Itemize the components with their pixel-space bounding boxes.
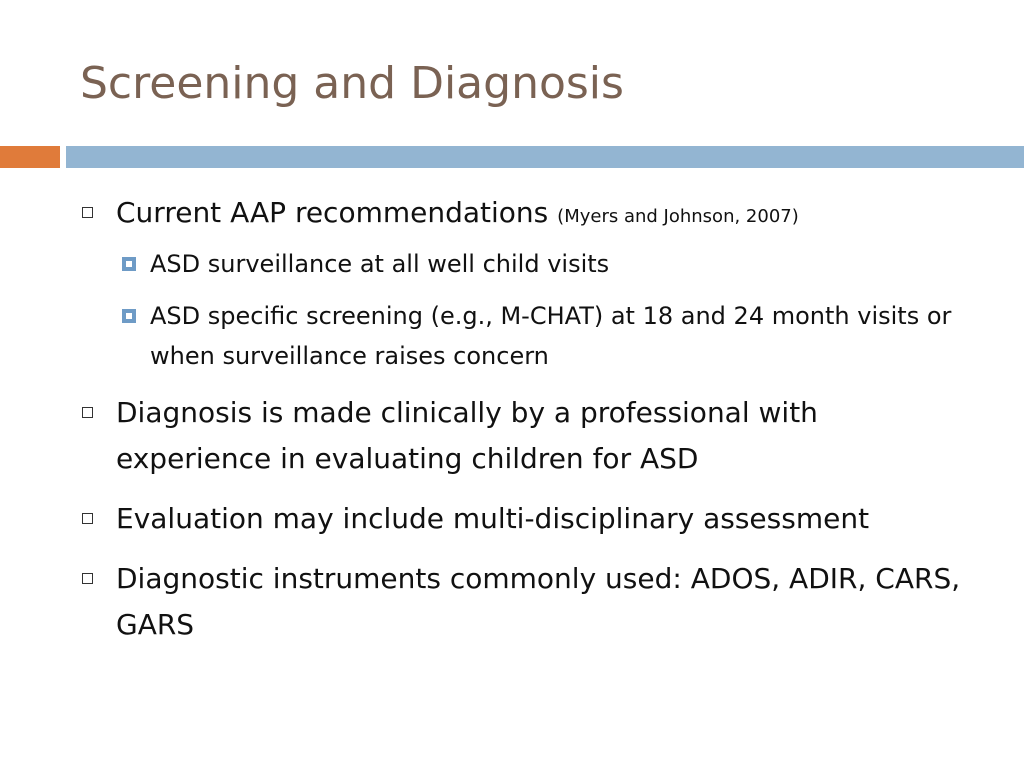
- filled-square-bullet-icon: [122, 257, 136, 271]
- bullet-aap-recommendations: [82, 190, 982, 376]
- sub-bullet-screening: [116, 296, 982, 376]
- sub-bullet-text: ASD specific screening (e.g., M-CHAT) at 18 and 24 month visits or when surveillance raises concern: [150, 302, 952, 370]
- sub-bullet-list: [116, 244, 982, 376]
- bullet-citation: (Myers and Johnson, 2007): [557, 206, 799, 227]
- hollow-square-bullet-icon: [82, 407, 93, 418]
- bullet-text: Evaluation may include multi-disciplinary assessment: [116, 502, 870, 535]
- bullet-evaluation: [82, 496, 982, 542]
- bullet-text: Current AAP recommendations: [116, 196, 549, 229]
- bullet-text: Diagnosis is made clinically by a professional with experience in evaluating children for ASD: [116, 396, 818, 475]
- slide-content: [82, 190, 982, 662]
- slide-title: Screening and Diagnosis: [80, 58, 624, 109]
- bullet-instruments: [82, 556, 982, 648]
- hollow-square-bullet-icon: [82, 207, 93, 218]
- sub-bullet-text: ASD surveillance at all well child visits: [150, 250, 610, 278]
- sub-bullet-surveillance: [116, 244, 982, 284]
- title-accent-bar: [0, 146, 60, 168]
- hollow-square-bullet-icon: [82, 513, 93, 524]
- bullet-diagnosis: [82, 390, 982, 482]
- filled-square-bullet-icon: [122, 309, 136, 323]
- hollow-square-bullet-icon: [82, 573, 93, 584]
- bullet-text: Diagnostic instruments commonly used: ADOS, ADIR, CARS, GARS: [116, 562, 961, 641]
- title-divider-bar: [66, 146, 1024, 168]
